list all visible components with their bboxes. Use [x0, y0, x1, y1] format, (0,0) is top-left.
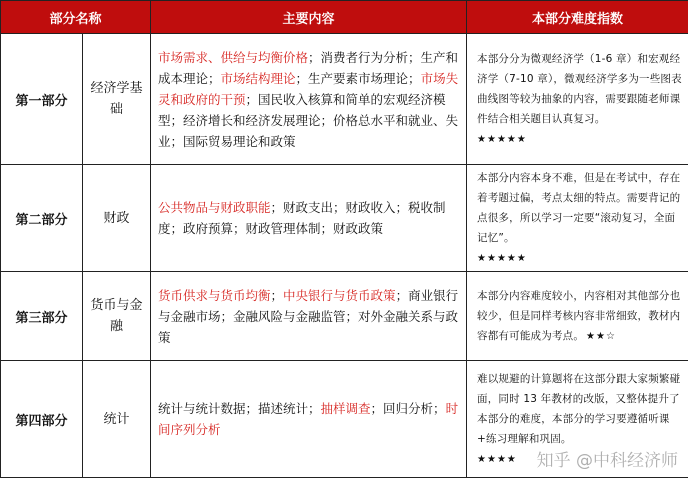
highlight-topic: 市场需求、供给与均衡价格 — [158, 50, 308, 65]
content-text: ；财政支出；财政收入；税收制度；政府预算；财政管理体制；财政政策 — [158, 200, 446, 236]
difficulty-text: 本部分内容难度较小，内容相对其他部分也较少，但是同样考核内容非常细致，教材内容都有可能成为考点。 ★★☆ — [477, 286, 682, 346]
difficulty-stars: ★★★★★ — [477, 131, 682, 149]
part-label: 第一部分 — [1, 34, 83, 165]
table-row — [1, 361, 688, 478]
part-name: 财政 — [83, 165, 151, 272]
highlight-topic: 市场结构理论 — [221, 71, 296, 86]
highlight-topic: 公共物品与财政职能 — [158, 200, 271, 215]
part-name: 经济学基础 — [83, 34, 151, 165]
header-part-name: 部分名称 — [1, 1, 151, 34]
difficulty-text: 难以规避的计算题将在这部分跟大家频繁碰面，同时 13 年教材的改版，又整体提升了本部分的难度，本部分的学习要遵循听课+练习理解和巩固。 — [477, 369, 682, 449]
table-row — [1, 165, 688, 272]
content-text: 统计与统计数据；描述统计； — [158, 401, 321, 416]
difficulty-stars: ★★★★★ — [477, 250, 682, 268]
table-row — [1, 272, 688, 361]
difficulty-cell — [467, 361, 688, 478]
content-text: ；国民收入核算和简单的宏观经济模型；经济增长和经济发展理论；价格总水平和就业、失业；国际贸易理论和政策 — [158, 92, 458, 149]
highlight-topic: 时间序列分析 — [158, 401, 458, 437]
header-difficulty: 本部分难度指数 — [467, 1, 688, 34]
main-content — [151, 165, 467, 272]
part-label: 第三部分 — [1, 272, 83, 361]
content-text: ；回归分析； — [371, 401, 446, 416]
content-text: ；生产要素市场理论； — [296, 71, 421, 86]
main-content — [151, 34, 467, 165]
highlight-topic: 货币供求与货币均衡 — [158, 288, 271, 303]
main-content — [151, 361, 467, 478]
header-main-content: 主要内容 — [151, 1, 467, 34]
difficulty-cell — [467, 272, 688, 361]
difficulty-stars: ★★☆ — [586, 331, 616, 342]
highlight-topic: 抽样调查 — [321, 401, 371, 416]
difficulty-stars: ★★★★ — [477, 451, 682, 469]
table-row — [1, 34, 688, 165]
difficulty-text: 本部分分为微观经济学（1-6 章）和宏观经济学（7-10 章），微观经济学多为一些图表曲线图等较为抽象的内容，需要跟随老师课件结合相关题目认真复习。 — [477, 49, 682, 129]
part-label: 第四部分 — [1, 361, 83, 478]
difficulty-cell — [467, 165, 688, 272]
watermark: 知乎 @中科经济师 — [537, 446, 678, 471]
part-name: 货币与金融 — [83, 272, 151, 361]
content-text: ； — [271, 288, 284, 303]
difficulty-text: 本部分内容本身不难，但是在考试中，存在着考题过偏，考点太细的特点。需要背记的点很多，所以学习一定要“滚动复习，全面记忆”。 — [477, 168, 682, 248]
difficulty-cell — [467, 34, 688, 165]
highlight-topic: 中央银行与货币政策 — [283, 288, 396, 303]
main-content — [151, 272, 467, 361]
highlight-topic: 市场失灵和政府的干预 — [158, 71, 458, 107]
header-row — [1, 1, 688, 34]
content-text: ；消费者行为分析；生产和成本理论； — [158, 50, 458, 86]
part-name: 统计 — [83, 361, 151, 478]
content-text: ；商业银行与金融市场；金融风险与金融监管；对外金融关系与政策 — [158, 288, 458, 345]
part-label: 第二部分 — [1, 165, 83, 272]
